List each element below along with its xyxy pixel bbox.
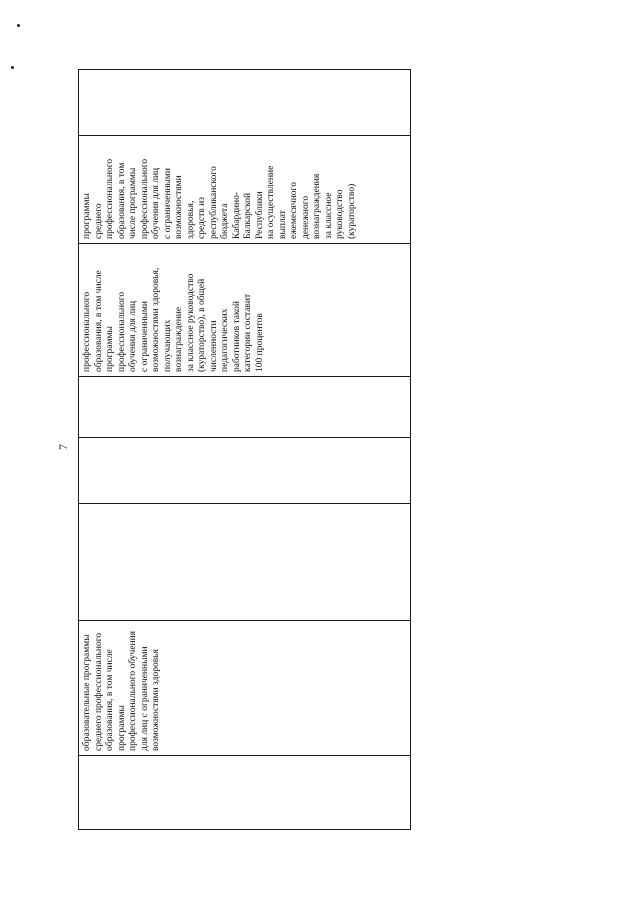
table-cell	[79, 756, 411, 830]
document-table-frame	[78, 70, 411, 830]
table-row	[79, 70, 411, 830]
table-cell	[79, 438, 411, 504]
table-cell: программы среднего профессионального образования, в том числе программы профессионального обучения для лиц с ограниченными возможностями здоровья, средств из республиканского бюджета Кабардино- Балкарской Республики на осуществление выплат ежемесячного денежного вознаграждения за классное руководство (кураторство)	[79, 136, 411, 244]
scan-speck	[11, 66, 14, 69]
table-cell	[79, 70, 411, 136]
table-cell	[79, 377, 411, 438]
page-number: 7	[56, 444, 70, 450]
scan-speck	[17, 24, 20, 27]
table-cell	[79, 504, 411, 621]
table-cell: профессионального образования, в том числе программы профессионального обучения для лиц с ограниченными возможностями здоровья, получающих вознаграждение за классное руководство (кураторство), в общей численности педагогических работников такой категории составит 100 процентов	[79, 244, 411, 377]
document-table	[78, 69, 411, 830]
table-cell: образовательные программы среднего профессионального образования, в том числе программы профессионального обучения для лиц с ограниченными возможностями здоровья	[79, 621, 411, 756]
